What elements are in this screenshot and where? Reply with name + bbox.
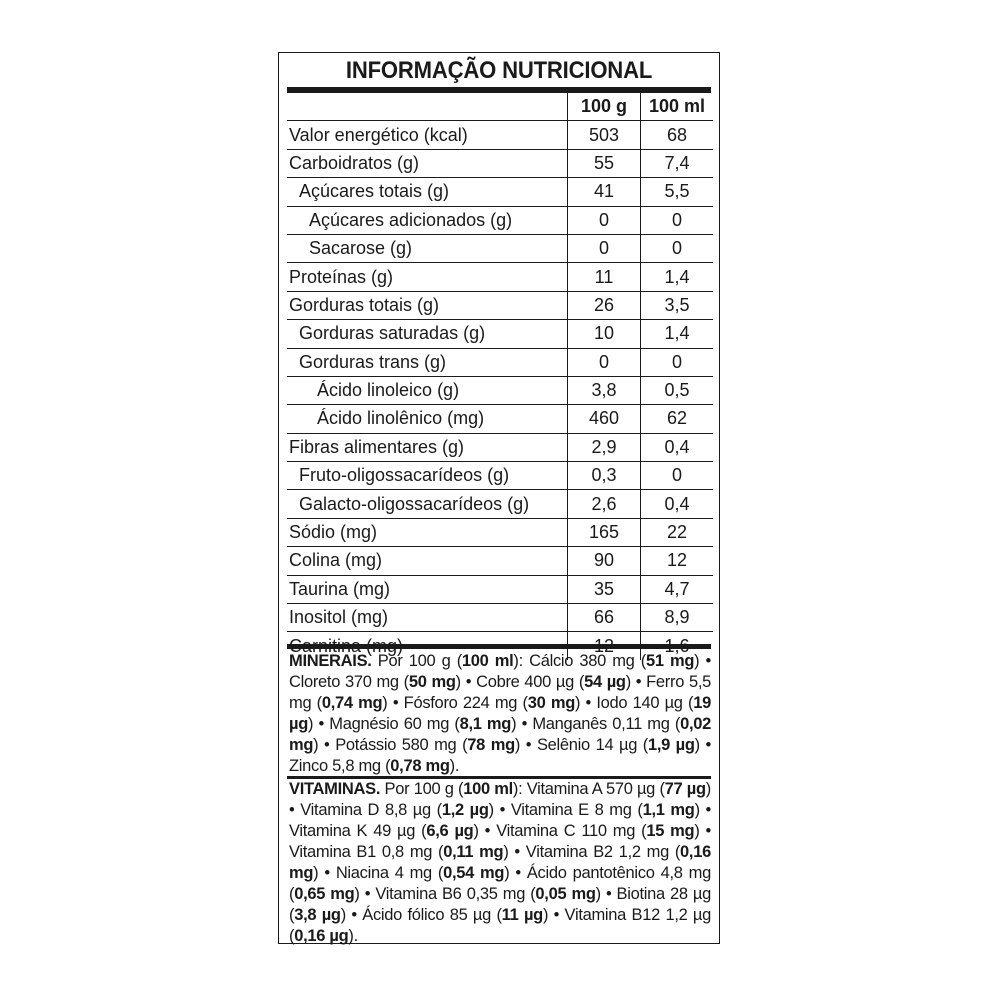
table-row [287, 604, 713, 632]
header-per-100ml: 100 ml [641, 93, 714, 121]
minerals-intro-bold: 100 ml [461, 652, 514, 670]
minerals-divider [287, 644, 711, 649]
item-value-100ml: 0,11 mg [443, 843, 504, 861]
item-name: Niacina [335, 864, 389, 882]
minerals-paragraph: MINERAIS. Por 100 g (100 ml): Cálcio 380 mg (51 mg) • Cloreto 370 mg (50 mg) • Cobre 400 µg (54 µg) • Ferro 5,5 mg (0,74 mg) • Fósforo 224 mg (30 mg) • Iodo 140 µg (19 µg) • Magnésio 60 mg (8,1 mg) • Manganês 0,11 mg (0,02 mg) • Potássio 580 mg (78 mg) • Selênio 14 µg (1,9 µg) • Zinco 5,8 mg (0,78 mg). [289, 652, 712, 775]
item-value: 8 mg [594, 801, 632, 819]
item-value-100ml: 11 µg [501, 906, 543, 924]
vitamins-intro-end: ): [512, 780, 527, 798]
row-label: Galacto-oligossacarídeos (g) [287, 490, 568, 518]
row-value-100ml: 5,5 [641, 178, 714, 206]
minerals-item: Iodo 140 µg (19 µg) [289, 694, 711, 733]
table-row [287, 433, 713, 461]
minerals-item: Zinco 5,8 mg (0,78 mg) [289, 757, 455, 775]
row-label: Açúcares totais (g) [287, 178, 568, 206]
item-name: Vitamina B12 [564, 906, 660, 924]
item-value: 85 µg [449, 906, 491, 924]
table-row [287, 320, 713, 348]
item-value: 5,8 mg [332, 757, 381, 775]
item-value-100ml: 77 µg [664, 780, 706, 798]
vitamins-item: Ácido fólico 85 µg (11 µg) [362, 906, 549, 924]
item-name: Zinco [289, 757, 328, 775]
row-value-100ml: 0,4 [641, 490, 714, 518]
row-value-100ml: 7,4 [641, 149, 714, 177]
minerals-item: Cobre 400 µg (54 µg) [476, 673, 631, 691]
item-name: Vitamina B1 [289, 843, 376, 861]
item-name: Biotina [616, 885, 665, 903]
vitamins-heading: VITAMINAS. [289, 780, 381, 798]
item-name: Vitamina B6 [375, 885, 462, 903]
table-row [287, 263, 713, 291]
item-value-100ml: 1,1 mg [642, 801, 695, 819]
row-label: Sacarose (g) [287, 234, 568, 262]
item-value-100ml: 0,05 mg [535, 885, 596, 903]
item-name: Vitamina C [496, 822, 576, 840]
minerals-item: Potássio 580 mg (78 mg) [335, 736, 521, 754]
item-value: 0,8 mg [381, 843, 433, 861]
label-title: INFORMAÇÃO NUTRICIONAL [345, 57, 653, 84]
row-label: Fibras alimentares (g) [287, 433, 568, 461]
row-value-100ml: 1,4 [641, 263, 714, 291]
item-value-100ml: 15 mg [646, 822, 695, 840]
row-value-100ml: 0,5 [641, 376, 714, 404]
vitamins-item: Vitamina C 110 mg (15 mg) [496, 822, 700, 840]
item-name: Cloreto [289, 673, 341, 691]
row-value-100g: 35 [568, 575, 641, 603]
item-name: Vitamina D [300, 801, 380, 819]
minerals-intro: Por 100 g ( [371, 652, 462, 670]
row-label: Colina (mg) [287, 547, 568, 575]
row-value-100ml: 62 [641, 405, 714, 433]
table-row [287, 547, 713, 575]
table-row [287, 490, 713, 518]
vitamins-paragraph: VITAMINAS. Por 100 g (100 ml): Vitamina A 570 µg (77 µg) • Vitamina D 8,8 µg (1,2 µg) • Vitamina E 8 mg (1,1 mg) • Vitamina K 49 µg (6,6 µg) • Vitamina C 110 mg (15 mg) • Vitamina B1 0,8 mg (0,11 mg) • Vitamina B2 1,2 mg (0,16 mg) • Niacina 4 mg (0,54 mg) • Ácido pantotênico 4,8 mg (0,65 mg) • Vitamina B6 0,35 mg (0,05 mg) • Biotina 28 µg (3,8 µg) • Ácido fólico 85 µg (11 µg) • Vitamina B12 1,2 µg (0,16 µg). [289, 780, 712, 945]
table-row [287, 121, 713, 149]
row-label: Carboidratos (g) [287, 149, 568, 177]
item-value-100ml: 1,2 µg [441, 801, 489, 819]
item-value-100ml: 0,16 mg [289, 843, 711, 882]
row-label: Gorduras saturadas (g) [287, 320, 568, 348]
row-value-100ml: 8,9 [641, 604, 714, 632]
item-name: Selênio [536, 736, 590, 754]
item-value: 28 µg [670, 885, 712, 903]
minerals-item: Magnésio 60 mg (8,1 mg) [329, 715, 517, 733]
vitamins-intro: Por 100 g ( [380, 780, 464, 798]
vitamins-item: Niacina 4 mg (0,54 mg) [335, 864, 510, 882]
table-row [287, 291, 713, 319]
item-value-100ml: 3,8 µg [294, 906, 341, 924]
item-value: 14 µg [595, 736, 638, 754]
row-value-100g: 90 [568, 547, 641, 575]
item-name: Iodo [596, 694, 628, 712]
row-value-100ml: 0 [641, 462, 714, 490]
vitamins-intro-bold: 100 ml [463, 780, 513, 798]
row-value-100g: 3,8 [568, 376, 641, 404]
row-value-100g: 0 [568, 234, 641, 262]
row-label: Valor energético (kcal) [287, 121, 568, 149]
row-label: Ácido linoleico (g) [287, 376, 568, 404]
item-name: Vitamina B2 [525, 843, 613, 861]
item-name: Vitamina K [289, 822, 368, 840]
vitamins-item: Vitamina K 49 µg (6,6 µg) [289, 822, 479, 840]
item-name: Ferro [646, 673, 685, 691]
item-value: 1,2 µg [665, 906, 712, 924]
row-value-100g: 503 [568, 121, 641, 149]
row-value-100g: 165 [568, 518, 641, 546]
row-value-100ml: 4,7 [641, 575, 714, 603]
table-row [287, 376, 713, 404]
row-label: Sódio (mg) [287, 518, 568, 546]
vitamins-item: Vitamina B1 0,8 mg (0,11 mg) [289, 843, 509, 861]
row-value-100g: 55 [568, 149, 641, 177]
row-value-100g: 66 [568, 604, 641, 632]
minerals-item: Ferro 5,5 mg (0,74 mg) [289, 673, 711, 712]
nutrition-label [278, 52, 720, 944]
row-value-100g: 26 [568, 291, 641, 319]
row-value-100ml: 22 [641, 518, 714, 546]
row-value-100g: 460 [568, 405, 641, 433]
minerals-item: Cloreto 370 mg (50 mg) [289, 673, 461, 691]
table-row [287, 234, 713, 262]
row-value-100ml: 0 [641, 234, 714, 262]
row-value-100g: 0,3 [568, 462, 641, 490]
item-value: 0,11 mg [612, 715, 670, 733]
row-label: Gorduras trans (g) [287, 348, 568, 376]
table-row [287, 149, 713, 177]
row-value-100g: 11 [568, 263, 641, 291]
item-value-100ml: 1,9 µg [647, 736, 695, 754]
item-name: Ácido fólico [362, 906, 445, 924]
item-name: Vitamina E [510, 801, 589, 819]
table-row [287, 348, 713, 376]
row-label: Proteínas (g) [287, 263, 568, 291]
vitamins-item: Vitamina E 8 mg (1,1 mg) [510, 801, 700, 819]
item-value-100ml: 0,02 mg [289, 715, 712, 754]
item-value-100ml: 0,78 mg [390, 757, 450, 775]
row-value-100ml: 0,4 [641, 433, 714, 461]
item-value-100ml: 78 mg [467, 736, 515, 754]
item-value: 8,8 µg [384, 801, 431, 819]
row-label: Inositol (mg) [287, 604, 568, 632]
row-label: Gorduras totais (g) [287, 291, 568, 319]
minerals-intro-end: ): [513, 652, 530, 670]
minerals-heading: MINERAIS. [289, 652, 372, 670]
item-value: 4,8 mg [660, 864, 711, 882]
item-value: 1,2 mg [618, 843, 669, 861]
row-value-100ml: 0 [641, 206, 714, 234]
minerals-item: Cálcio 380 mg (51 mg) [529, 652, 700, 670]
minerals-item: Fósforo 224 mg (30 mg) [403, 694, 581, 712]
item-value: 4 mg [394, 864, 432, 882]
nutrition-table [287, 93, 713, 660]
vitamins-item: Biotina 28 µg (3,8 µg) [289, 885, 712, 924]
item-value: 5,5 mg [289, 673, 711, 712]
item-value-100ml: 51 mg [645, 652, 695, 670]
row-value-100g: 0 [568, 348, 641, 376]
item-value: 110 mg [581, 822, 636, 840]
item-name: Potássio [335, 736, 397, 754]
minerals-item: Manganês 0,11 mg (0,02 mg) [289, 715, 712, 754]
row-value-100g: 0 [568, 206, 641, 234]
header-blank [287, 93, 568, 121]
item-name: Fósforo [403, 694, 458, 712]
item-value-100ml: 6,6 µg [426, 822, 474, 840]
item-value: 570 µg [605, 780, 656, 798]
item-value: 49 µg [373, 822, 416, 840]
row-value-100g: 2,9 [568, 433, 641, 461]
vitamins-item: Vitamina A 570 µg (77 µg) [526, 780, 711, 798]
row-value-100g: 2,6 [568, 490, 641, 518]
item-value-100ml: 54 µg [584, 673, 626, 691]
item-value-100ml: 0,65 mg [294, 885, 355, 903]
row-value-100ml: 0 [641, 348, 714, 376]
row-label: Fruto-oligossacarídeos (g) [287, 462, 568, 490]
vitamins-item: Vitamina B12 1,2 µg (0,16 µg) [289, 906, 712, 945]
item-value-100ml: 8,1 mg [459, 715, 512, 733]
item-value: 224 mg [462, 694, 518, 712]
table-row [287, 206, 713, 234]
vitamins-item: Ácido pantotênico 4,8 mg (0,65 mg) [289, 864, 711, 903]
table-row [287, 518, 713, 546]
item-name: Cobre [476, 673, 520, 691]
row-label: Ácido linolênico (mg) [287, 405, 568, 433]
item-value-100ml: 0,74 mg [321, 694, 383, 712]
table-row [287, 575, 713, 603]
item-value-100ml: 50 mg [408, 673, 456, 691]
table-row [287, 405, 713, 433]
header-per-100g: 100 g [568, 93, 641, 121]
vitamins-item: Vitamina B2 1,2 mg (0,16 mg) [289, 843, 711, 882]
vitamins-item: Vitamina B6 0,35 mg (0,05 mg) [375, 885, 601, 903]
item-value: 580 mg [401, 736, 457, 754]
minerals-item: Selênio 14 µg (1,9 µg) [536, 736, 700, 754]
row-value-100ml: 12 [641, 547, 714, 575]
row-label: Taurina (mg) [287, 575, 568, 603]
row-value-100ml: 3,5 [641, 291, 714, 319]
item-name: Ácido pantotênico [526, 864, 655, 882]
item-value: 60 mg [403, 715, 450, 733]
item-name: Cálcio [529, 652, 574, 670]
item-value-100ml: 0,16 µg [294, 927, 349, 945]
row-label: Açúcares adicionados (g) [287, 206, 568, 234]
table-row [287, 178, 713, 206]
row-value-100ml: 1,4 [641, 320, 714, 348]
item-name: Manganês [532, 715, 607, 733]
row-value-100ml: 68 [641, 121, 714, 149]
item-value: 380 mg [579, 652, 635, 670]
item-value: 400 µg [524, 673, 575, 691]
item-value: 0,35 mg [466, 885, 526, 903]
row-value-100g: 41 [568, 178, 641, 206]
item-value: 370 mg [344, 673, 399, 691]
item-name: Vitamina A [526, 780, 602, 798]
table-header-row [287, 93, 713, 121]
item-value-100ml: 30 mg [527, 694, 575, 712]
row-value-100g: 10 [568, 320, 641, 348]
item-name: Magnésio [329, 715, 399, 733]
vitamins-item: Vitamina D 8,8 µg (1,2 µg) [300, 801, 494, 819]
item-value: 140 µg [632, 694, 683, 712]
table-row [287, 462, 713, 490]
item-value-100ml: 0,54 mg [443, 864, 505, 882]
item-value-100ml: 19 µg [289, 694, 711, 733]
